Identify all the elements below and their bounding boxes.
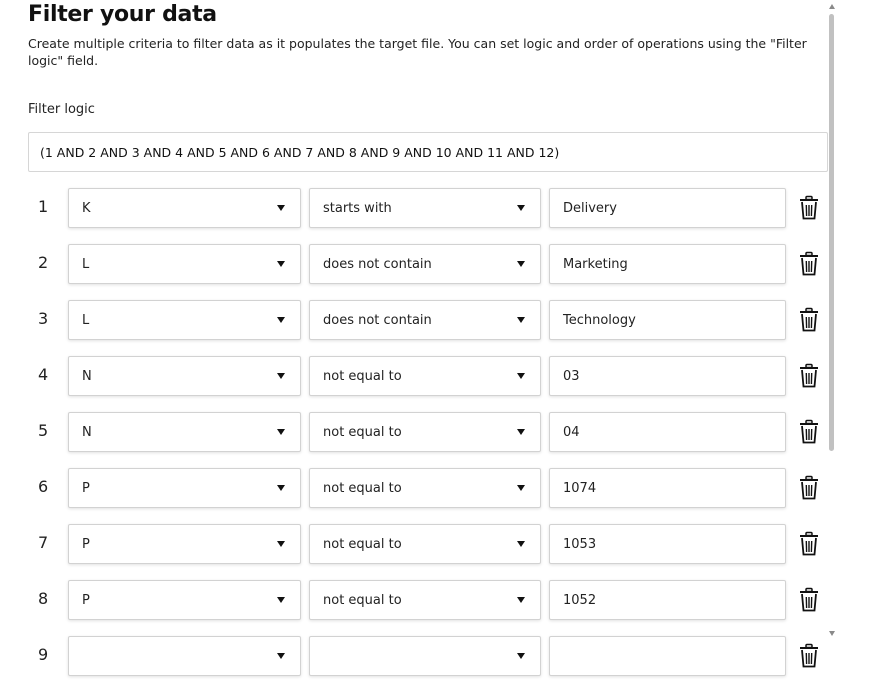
value-input-text: Delivery [563,201,617,216]
trash-icon[interactable] [799,588,819,612]
scroll-thumb[interactable] [829,14,834,451]
criteria-number: 1 [38,197,48,216]
chevron-down-icon [517,597,525,603]
criteria-row [0,188,838,244]
criteria-row [0,468,838,524]
chevron-down-icon [517,429,525,435]
chevron-down-icon [277,261,285,267]
trash-icon[interactable] [799,252,819,276]
operator-select[interactable] [309,468,541,508]
field-select-value: L [82,313,89,328]
operator-select[interactable] [309,188,541,228]
value-input-text: Technology [563,313,636,328]
criteria-row [0,300,838,356]
operator-select-value: starts with [323,201,392,216]
operator-select-value: not equal to [323,369,402,384]
operator-select[interactable] [309,244,541,284]
criteria-row [0,356,838,412]
value-input-text: Marketing [563,257,628,272]
field-select[interactable] [68,188,301,228]
chevron-down-icon [277,485,285,491]
field-select[interactable] [68,636,301,676]
operator-select-value: does not contain [323,313,432,328]
chevron-down-icon [277,597,285,603]
trash-icon[interactable] [799,476,819,500]
operator-select-value: not equal to [323,481,402,496]
filter-logic-label: Filter logic [28,102,95,117]
value-input[interactable] [549,636,786,676]
chevron-down-icon [517,205,525,211]
trash-icon[interactable] [799,420,819,444]
value-input[interactable] [549,412,786,452]
criteria-number: 5 [38,421,48,440]
criteria-number: 4 [38,365,48,384]
criteria-row [0,524,838,580]
value-input[interactable] [549,468,786,508]
value-input-text: 03 [563,369,580,384]
value-input-text: 1052 [563,593,596,608]
chevron-down-icon [277,317,285,323]
criteria-number: 9 [38,645,48,664]
field-select-value: K [82,201,91,216]
field-select-value: P [82,537,90,552]
field-select[interactable] [68,356,301,396]
operator-select[interactable] [309,356,541,396]
criteria-row [0,580,838,636]
value-input[interactable] [549,580,786,620]
chevron-down-icon [277,429,285,435]
field-select[interactable] [68,524,301,564]
operator-select[interactable] [309,636,541,676]
chevron-down-icon [277,373,285,379]
criteria-number: 6 [38,477,48,496]
scroll-up-arrow-icon[interactable] [829,4,835,9]
chevron-down-icon [277,541,285,547]
field-select[interactable] [68,244,301,284]
criteria-number: 3 [38,309,48,328]
criteria-number: 8 [38,589,48,608]
field-select-value: P [82,593,90,608]
field-select[interactable] [68,468,301,508]
chevron-down-icon [517,653,525,659]
value-input[interactable] [549,300,786,340]
operator-select[interactable] [309,412,541,452]
operator-select-value: does not contain [323,257,432,272]
value-input[interactable] [549,524,786,564]
field-select-value: P [82,481,90,496]
filter-logic-input[interactable] [28,132,828,172]
chevron-down-icon [277,205,285,211]
operator-select[interactable] [309,300,541,340]
trash-icon[interactable] [799,196,819,220]
value-input-text: 1053 [563,537,596,552]
trash-icon[interactable] [799,308,819,332]
field-select[interactable] [68,300,301,340]
field-select-value: N [82,425,92,440]
criteria-row [0,636,838,692]
filter-logic-value: (1 AND 2 AND 3 AND 4 AND 5 AND 6 AND 7 AND 8 AND 9 AND 10 AND 11 AND 12) [40,145,559,160]
value-input[interactable] [549,188,786,228]
value-input[interactable] [549,244,786,284]
operator-select-value: not equal to [323,593,402,608]
vertical-scrollbar[interactable] [826,0,838,640]
value-input[interactable] [549,356,786,396]
value-input-text: 04 [563,425,580,440]
criteria-number: 7 [38,533,48,552]
operator-select-value: not equal to [323,425,402,440]
field-select-value: L [82,257,89,272]
field-select[interactable] [68,412,301,452]
value-input-text: 1074 [563,481,596,496]
trash-icon[interactable] [799,644,819,668]
trash-icon[interactable] [799,532,819,556]
chevron-down-icon [517,373,525,379]
field-select[interactable] [68,580,301,620]
criteria-number: 2 [38,253,48,272]
chevron-down-icon [277,653,285,659]
criteria-row [0,412,838,468]
trash-icon[interactable] [799,364,819,388]
criteria-row [0,244,838,300]
operator-select[interactable] [309,580,541,620]
field-select-value: N [82,369,92,384]
operator-select-value: not equal to [323,537,402,552]
scroll-down-arrow-icon[interactable] [829,631,835,636]
page-description: Create multiple criteria to filter data as it populates the target file. You can set logic and order of operations using the "Filter logic" field. [28,35,833,69]
operator-select[interactable] [309,524,541,564]
chevron-down-icon [517,485,525,491]
chevron-down-icon [517,261,525,267]
page-title: Filter your data [28,2,217,27]
criteria-list [0,188,838,692]
chevron-down-icon [517,541,525,547]
chevron-down-icon [517,317,525,323]
